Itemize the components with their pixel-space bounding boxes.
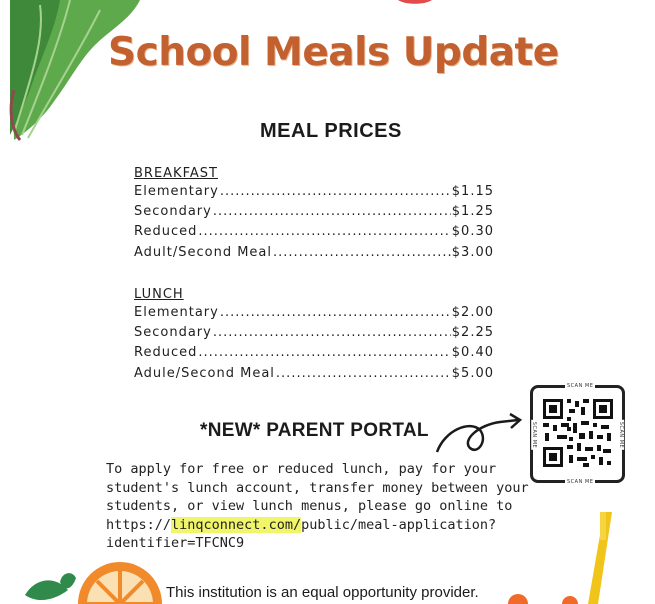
meal-prices-heading: MEAL PRICES (260, 120, 402, 142)
item-price: $2.00 (451, 305, 494, 320)
item-price: $5.00 (451, 365, 494, 381)
price-row (134, 366, 494, 386)
fruit-bit (508, 594, 528, 604)
qr-pattern (543, 399, 613, 467)
url-prefix: https:// (106, 516, 172, 533)
price-row (134, 325, 494, 345)
url-highlight: linqconnect.com/ (171, 516, 302, 533)
portal-instructions (106, 460, 536, 553)
item-price: $3.00 (451, 244, 494, 260)
qr-code[interactable] (530, 385, 625, 483)
breakfast-price-list (134, 166, 494, 265)
portal-line: To apply for free or reduced lunch, pay for your (106, 461, 497, 477)
price-row (134, 245, 494, 265)
item-name: Adule/Second Meal (134, 365, 275, 381)
qr-label-left: SCAN ME (531, 421, 538, 449)
url-suffix: public/meal-application? (301, 516, 497, 533)
leaf-illustration (25, 573, 76, 600)
portal-line: student's lunch account, transfer money between your (106, 479, 529, 496)
lunch-price-list (134, 287, 494, 386)
item-name: Elementary (134, 184, 219, 199)
portal-url-query: identifier=TFCNC9 (106, 535, 245, 551)
breakfast-heading: BREAKFAST (134, 166, 218, 181)
lunch-heading: LUNCH (134, 287, 184, 302)
price-row (134, 305, 494, 325)
arrow-doodle (437, 420, 518, 452)
item-name: Secondary (134, 325, 212, 341)
fork-illustration (588, 512, 612, 604)
item-name: Elementary (134, 305, 219, 320)
item-price: $0.30 (451, 224, 494, 240)
parent-portal-heading: *NEW* PARENT PORTAL (200, 420, 429, 441)
portal-url[interactable] (106, 516, 536, 535)
page-title: School Meals Update (108, 30, 559, 75)
qr-label-bottom: SCAN ME (567, 479, 594, 485)
item-price: $2.25 (451, 325, 494, 341)
price-row (134, 204, 494, 224)
red-fruit-illustration (398, 0, 432, 4)
item-name: Reduced (134, 345, 198, 361)
item-price: $1.25 (451, 204, 494, 220)
portal-line: students, or view lunch menus, please go online to (106, 498, 513, 514)
price-row (134, 184, 494, 204)
qr-label-right: SCAN ME (617, 421, 624, 449)
orange-slice-illustration (78, 562, 162, 604)
qr-label-top: SCAN ME (567, 383, 594, 389)
item-name: Adult/Second Meal (134, 244, 273, 260)
item-name: Secondary (134, 204, 212, 220)
fruit-bit (562, 596, 578, 604)
item-price: $1.15 (451, 184, 494, 199)
item-price: $0.40 (451, 345, 494, 361)
price-row (134, 224, 494, 244)
item-name: Reduced (134, 224, 198, 240)
footer-statement: This institution is an equal opportunity provider. (166, 584, 479, 601)
price-row (134, 345, 494, 365)
